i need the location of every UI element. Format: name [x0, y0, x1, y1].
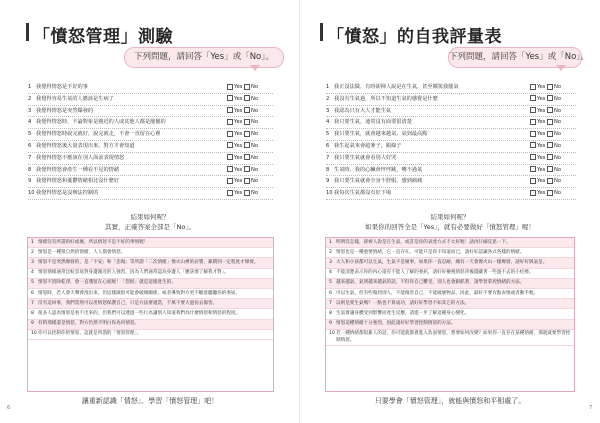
- answer-options: [227, 117, 273, 128]
- question-number: 6: [28, 142, 32, 149]
- no-label: No: [554, 190, 562, 197]
- no-checkbox[interactable]: [244, 95, 250, 101]
- explanation-text: 情怒不消除乾淨，會一直殘留在心底喔！「怨恨」就是這樣產生的。: [38, 280, 176, 286]
- closing-text: 只要學會「憤怒管理」，就能與憤怒和平相處了。: [374, 397, 526, 405]
- yes-checkbox[interactable]: [227, 154, 233, 160]
- answer-options: [530, 82, 576, 93]
- answer-options: [530, 94, 576, 105]
- question-number: 8: [28, 166, 32, 173]
- answer-options: [530, 176, 576, 187]
- explanation-text: 不能清楚表示你的內心還有不能人了解的委屈，請好好檢視情怒背後隱藏著一些過不去的小疙瘩。: [336, 270, 534, 276]
- question-text: 我覺得情怒是沒辦法控制的: [36, 190, 99, 197]
- explanation-panel: [27, 237, 274, 392]
- result-question: 結果如何呢？: [430, 213, 470, 221]
- no-label: No: [251, 178, 259, 185]
- answer-options: [227, 188, 273, 199]
- yes-label: Yes: [537, 131, 546, 138]
- explanation-row: [28, 320, 273, 330]
- no-label: No: [554, 131, 562, 138]
- question-number: 9: [28, 178, 32, 185]
- question-text: 我覺得情怒和憂鬱情緒相比沒什麼好: [36, 178, 120, 185]
- no-label: No: [554, 84, 562, 90]
- no-checkbox[interactable]: [244, 142, 250, 148]
- question-text: 我只要生氣，就會越來越氣、氣到最高點: [334, 131, 428, 138]
- no-label: No: [554, 107, 562, 114]
- question-text: 我每次生氣都沒有好下場: [334, 190, 392, 197]
- question-number: 10: [28, 190, 35, 197]
- explanation-number: 2: [31, 249, 34, 255]
- question-row: [28, 188, 273, 200]
- yes-label: Yes: [234, 107, 243, 114]
- explanation-text: 若一種情緒都很累人的話，你可能就都會進入負面情怒，想要如何改變？如果你一直存在某種情緒，那就就要學習控制情怒。: [336, 331, 571, 343]
- no-checkbox[interactable]: [244, 119, 250, 125]
- explanation-text: 有時那樣還是情怒，對方仍然不明白你為何情怒。: [38, 321, 140, 327]
- yes-label: Yes: [234, 142, 243, 149]
- explanation-number: 3: [329, 259, 332, 265]
- answer-options: [227, 94, 273, 105]
- question-number: 7: [28, 154, 32, 161]
- question-list: [28, 82, 273, 200]
- yes-checkbox[interactable]: [227, 131, 233, 137]
- question-text: 我覺得情怒是不好的事: [36, 84, 88, 90]
- yes-checkbox[interactable]: [227, 107, 233, 113]
- no-label: No: [554, 178, 562, 185]
- question-text: 我覺得容易生氣的人應該是生病了: [36, 95, 114, 102]
- explanation-row: [28, 289, 273, 299]
- question-row: [326, 117, 576, 129]
- question-number: 2: [28, 95, 32, 102]
- answer-options: [227, 153, 273, 164]
- question-list: [326, 82, 576, 200]
- explanation-row: [28, 279, 273, 289]
- result-answer: 如果你的回答全是「Yes」，就有必要做好「憤怒管理」喔！: [365, 223, 535, 231]
- explanation-panel: [325, 237, 575, 392]
- question-row: [326, 153, 576, 165]
- yes-label: Yes: [537, 154, 546, 161]
- instruction-bubble: 下列問題，請回答「Yes」或「No」。: [124, 47, 284, 68]
- explanation-row: [28, 238, 273, 248]
- explanation-row: [28, 269, 273, 279]
- answer-options: [227, 129, 273, 140]
- no-checkbox[interactable]: [244, 107, 250, 113]
- question-number: 5: [28, 131, 32, 138]
- question-text: 我沒有生氣過，所以不知道生氣的感覺是什麼: [334, 95, 438, 102]
- no-checkbox[interactable]: [244, 131, 250, 137]
- yes-checkbox[interactable]: [530, 166, 536, 172]
- explanation-text: 很多人認為情怒是看不出來的，但我們可以透過一些行為讓別人知道我們為什麼情怒和情怒的程度。: [38, 310, 241, 316]
- explanation-number: 5: [31, 280, 34, 286]
- question-text: 我覺得情怒不應該在別人面前表現情怒: [36, 154, 125, 161]
- yes-label: Yes: [537, 142, 546, 149]
- no-checkbox[interactable]: [547, 107, 553, 113]
- question-text: 我覺得情怒後大量表現出來，對方才會知道: [36, 142, 135, 149]
- explanation-row: [326, 330, 574, 346]
- no-label: No: [251, 190, 259, 197]
- answer-options: [530, 188, 576, 199]
- no-checkbox[interactable]: [547, 154, 553, 160]
- explanation-number: 10: [329, 331, 335, 337]
- no-checkbox[interactable]: [244, 154, 250, 160]
- explanation-row: [326, 269, 574, 279]
- explanation-number: 8: [31, 310, 34, 316]
- no-label: No: [251, 142, 259, 149]
- no-label: No: [251, 107, 259, 114]
- instruction-bubble: 下列問題，請回答「Yes」或「No」。: [448, 47, 582, 68]
- question-row: [28, 129, 273, 141]
- explanation-text: 沒有這回事，我們當然可以用情怒保護自己，只是方法要適當，千萬不要大過份去傷害。: [38, 300, 218, 306]
- yes-checkbox[interactable]: [530, 154, 536, 160]
- no-label: No: [251, 166, 259, 173]
- explanation-text: 情怒這種情緒十分強烈，因此請好好學習控制情怒的方法。: [336, 321, 456, 327]
- answer-options: [530, 129, 576, 140]
- answer-options: [227, 165, 273, 176]
- yes-checkbox[interactable]: [530, 95, 536, 101]
- no-label: No: [554, 95, 562, 102]
- question-row: [326, 141, 576, 153]
- question-number: 3: [28, 107, 32, 114]
- explanation-row: [28, 258, 273, 268]
- no-checkbox[interactable]: [547, 190, 553, 196]
- explanation-text: 可以生氣，但有些傷到別人，不能傷害自己，不能破壞物品，因此，最好不要有點表情或者動手喔。: [336, 290, 539, 296]
- no-label: No: [251, 131, 259, 138]
- explanation-text: 情怒時，若人會大聲發洩出來，但這樣做很可能會破壞關係，或者導致對方更不願意聽聽你的委屈。: [38, 290, 241, 296]
- question-row: [28, 176, 273, 188]
- explanation-number: 4: [31, 270, 34, 276]
- explanation-number: 10: [31, 331, 37, 337]
- question-text: 我覺得情怒時說完就好，說完就走，不會一直留在心裡: [36, 131, 161, 138]
- question-text: 我正沒法做，有時卻揮人說是在生氣，甚至揶罵我罷氣: [334, 84, 459, 90]
- no-label: No: [251, 95, 259, 102]
- no-checkbox[interactable]: [547, 142, 553, 148]
- question-row: [28, 165, 273, 177]
- no-checkbox[interactable]: [547, 166, 553, 172]
- yes-checkbox[interactable]: [530, 190, 536, 196]
- question-text: 我覺得情怒會產生一種看不見的情緒: [36, 166, 120, 173]
- question-number: 2: [326, 95, 330, 102]
- explanation-text: 明明沒怎樣，卻被人說是在生氣，或許是你的表達方式不太好喔！請再仔細反思一下。: [336, 239, 511, 245]
- question-row: [28, 141, 273, 153]
- explanation-text: 大人和小孩都可以生氣，生氣不是壞事，如果你一直忍耐，總有一天會像火山一樣爆發，請好好與氣是。: [336, 259, 548, 265]
- yes-label: Yes: [537, 178, 546, 185]
- yes-checkbox[interactable]: [227, 142, 233, 148]
- yes-checkbox[interactable]: [530, 119, 536, 125]
- answer-options: [530, 141, 576, 152]
- no-checkbox[interactable]: [547, 131, 553, 137]
- question-number: 7: [326, 154, 330, 161]
- question-number: 3: [326, 107, 330, 114]
- answer-options: [530, 165, 576, 176]
- explanation-row: [326, 320, 574, 330]
- explanation-text: 越來越氣，氣到越來越氣的話，不但你自己難受，別人也會跟抓著，請學習掌控情緒的方法。: [336, 280, 525, 286]
- question-text: 我認為只有大人才能生氣: [334, 107, 392, 114]
- page-number: 7: [589, 405, 593, 411]
- yes-label: Yes: [234, 178, 243, 185]
- answer-options: [227, 176, 273, 187]
- explanation-number: 1: [329, 239, 332, 245]
- question-row: [326, 165, 576, 177]
- question-row: [326, 129, 576, 141]
- answer-options: [227, 141, 273, 152]
- no-checkbox[interactable]: [244, 190, 250, 196]
- answer-options: [530, 106, 576, 117]
- no-checkbox[interactable]: [547, 178, 553, 184]
- answer-options: [227, 82, 273, 93]
- no-checkbox[interactable]: [547, 84, 553, 90]
- question-number: 4: [28, 119, 32, 126]
- explanation-text: 情緒沒有所謂的好或壞，所以情怒不是不好的事情喔！: [38, 239, 149, 245]
- yes-label: Yes: [234, 154, 243, 161]
- explanation-row: [28, 299, 273, 309]
- no-label: No: [251, 84, 259, 90]
- explanation-row: [326, 299, 574, 309]
- no-checkbox[interactable]: [244, 178, 250, 184]
- explanation-row: [326, 279, 574, 289]
- result-question: 結果如何呢？: [130, 213, 170, 221]
- question-number: 8: [326, 166, 330, 173]
- yes-checkbox[interactable]: [227, 84, 233, 90]
- no-label: No: [251, 154, 259, 161]
- explanation-number: 3: [31, 259, 34, 265]
- explanation-row: [28, 330, 273, 340]
- yes-label: Yes: [234, 166, 243, 173]
- yes-checkbox[interactable]: [530, 131, 536, 137]
- explanation-row: [326, 248, 574, 258]
- explanation-text: 情怒也是一種重要情緒，它一直存在，可能只是你不知道而已，請好好認識各式各樣的情緒。: [336, 249, 525, 255]
- no-checkbox[interactable]: [547, 119, 553, 125]
- explanation-row: [326, 238, 574, 248]
- yes-checkbox[interactable]: [227, 190, 233, 196]
- yes-label: Yes: [234, 95, 243, 102]
- question-number: 4: [326, 119, 330, 126]
- answer-options: [530, 117, 576, 128]
- question-text: 我生起氣來會超麥子，跟綠子: [334, 142, 402, 149]
- page-title: 「憤怒管理」測驗: [33, 27, 173, 47]
- answer-options: [530, 153, 576, 164]
- no-checkbox[interactable]: [244, 166, 250, 172]
- no-label: No: [554, 119, 562, 126]
- explanation-row: [28, 309, 273, 319]
- explanation-number: 4: [329, 270, 332, 276]
- question-row: [326, 106, 576, 118]
- yes-checkbox[interactable]: [227, 95, 233, 101]
- question-number: 5: [326, 131, 330, 138]
- yes-checkbox[interactable]: [227, 119, 233, 125]
- yes-label: Yes: [537, 119, 546, 126]
- question-row: [326, 82, 576, 94]
- no-checkbox[interactable]: [547, 95, 553, 101]
- explanation-row: [326, 289, 574, 299]
- no-checkbox[interactable]: [244, 84, 250, 90]
- explanation-text: 以則是愛生氣嗎？一點也不算成功，請好好學習不如其它的方法。: [336, 300, 470, 306]
- question-row: [326, 188, 576, 200]
- question-row: [28, 106, 273, 118]
- yes-label: Yes: [234, 190, 243, 197]
- explanation-text: 生氣會讓身體受到影響而產生反應，請進一步了解這種身心變化。: [336, 310, 470, 316]
- yes-checkbox[interactable]: [530, 142, 536, 148]
- question-text: 我覺得情怒時，不論對象是親近的人或其他人都是罷罷的: [36, 119, 166, 126]
- question-text: 我只要生氣，通常沒有面要很清楚: [334, 119, 412, 126]
- explanation-number: 9: [31, 321, 34, 327]
- question-number: 1: [326, 84, 330, 90]
- question-row: [28, 153, 273, 165]
- yes-label: Yes: [234, 84, 243, 90]
- question-text: 我只要生氣就會全身不舒服，感到痛痛: [334, 178, 423, 185]
- yes-checkbox[interactable]: [530, 84, 536, 90]
- explanation-number: 5: [329, 280, 332, 286]
- explanation-number: 7: [329, 300, 332, 306]
- question-row: [326, 176, 576, 188]
- yes-label: Yes: [537, 84, 546, 90]
- explanation-number: 8: [329, 310, 332, 316]
- yes-label: Yes: [537, 95, 546, 102]
- explanation-text: 情怒是一種很自然的情緒，人人都會情怒。: [38, 249, 126, 255]
- question-text: 我覺得情怒是突然爆發的: [36, 107, 94, 114]
- explanation-number: 6: [329, 290, 332, 296]
- yes-label: Yes: [234, 119, 243, 126]
- explanation-row: [28, 248, 273, 258]
- yes-label: Yes: [537, 107, 546, 114]
- yes-checkbox[interactable]: [227, 178, 233, 184]
- bubble-tail: [556, 65, 566, 71]
- question-number: 6: [326, 142, 330, 149]
- explanation-text: 你可以控制你的情怒，這就是所謂的「情怒管理」。: [38, 331, 142, 337]
- question-number: 10: [326, 190, 333, 197]
- question-row: [326, 94, 576, 106]
- question-number: 1: [28, 84, 32, 90]
- page-title: 「憤怒」的自我評量表: [327, 27, 502, 47]
- no-label: No: [554, 142, 562, 149]
- explanation-text: 情怒情緒通常比較容易對身邊親近的人強烈，因為人們通常認為身邊人「應該要了解我才對」。: [38, 270, 229, 276]
- question-row: [28, 82, 273, 94]
- explanation-number: 9: [329, 321, 332, 327]
- answer-options: [227, 106, 273, 117]
- question-row: [28, 117, 273, 129]
- question-number: 9: [326, 178, 330, 185]
- bubble-tail: [250, 65, 260, 71]
- yes-checkbox[interactable]: [227, 166, 233, 172]
- explanation-number: 7: [31, 300, 34, 306]
- yes-checkbox[interactable]: [530, 107, 536, 113]
- result-answer: 其實，正確答案全部是「No」。: [104, 223, 196, 231]
- yes-label: Yes: [537, 166, 546, 173]
- no-label: No: [554, 166, 562, 173]
- question-row: [28, 94, 273, 106]
- no-label: No: [554, 154, 562, 161]
- yes-checkbox[interactable]: [530, 178, 536, 184]
- explanation-number: 2: [329, 249, 332, 255]
- explanation-number: 6: [31, 290, 34, 296]
- page-number: 6: [7, 405, 11, 411]
- question-text: 生氣時，我的心臟會怦怦跳，嘴不過氣: [334, 166, 423, 173]
- explanation-text: 情怒不是突然爆發的，是「不安」和「悲傷」等所謂「二次情緒」像火山裡的岩漿，累積到一定程度才爆發。: [38, 259, 259, 265]
- explanation-number: 1: [31, 239, 34, 245]
- yes-label: Yes: [537, 190, 546, 197]
- explanation-row: [326, 309, 574, 319]
- yes-label: Yes: [234, 131, 243, 138]
- no-label: No: [251, 119, 259, 126]
- closing-text: 讓重新認識「情怒」、學習「憤怒管理」吧！: [81, 397, 219, 405]
- question-text: 我只要生氣就會看別人好哭: [334, 154, 397, 161]
- explanation-row: [326, 258, 574, 268]
